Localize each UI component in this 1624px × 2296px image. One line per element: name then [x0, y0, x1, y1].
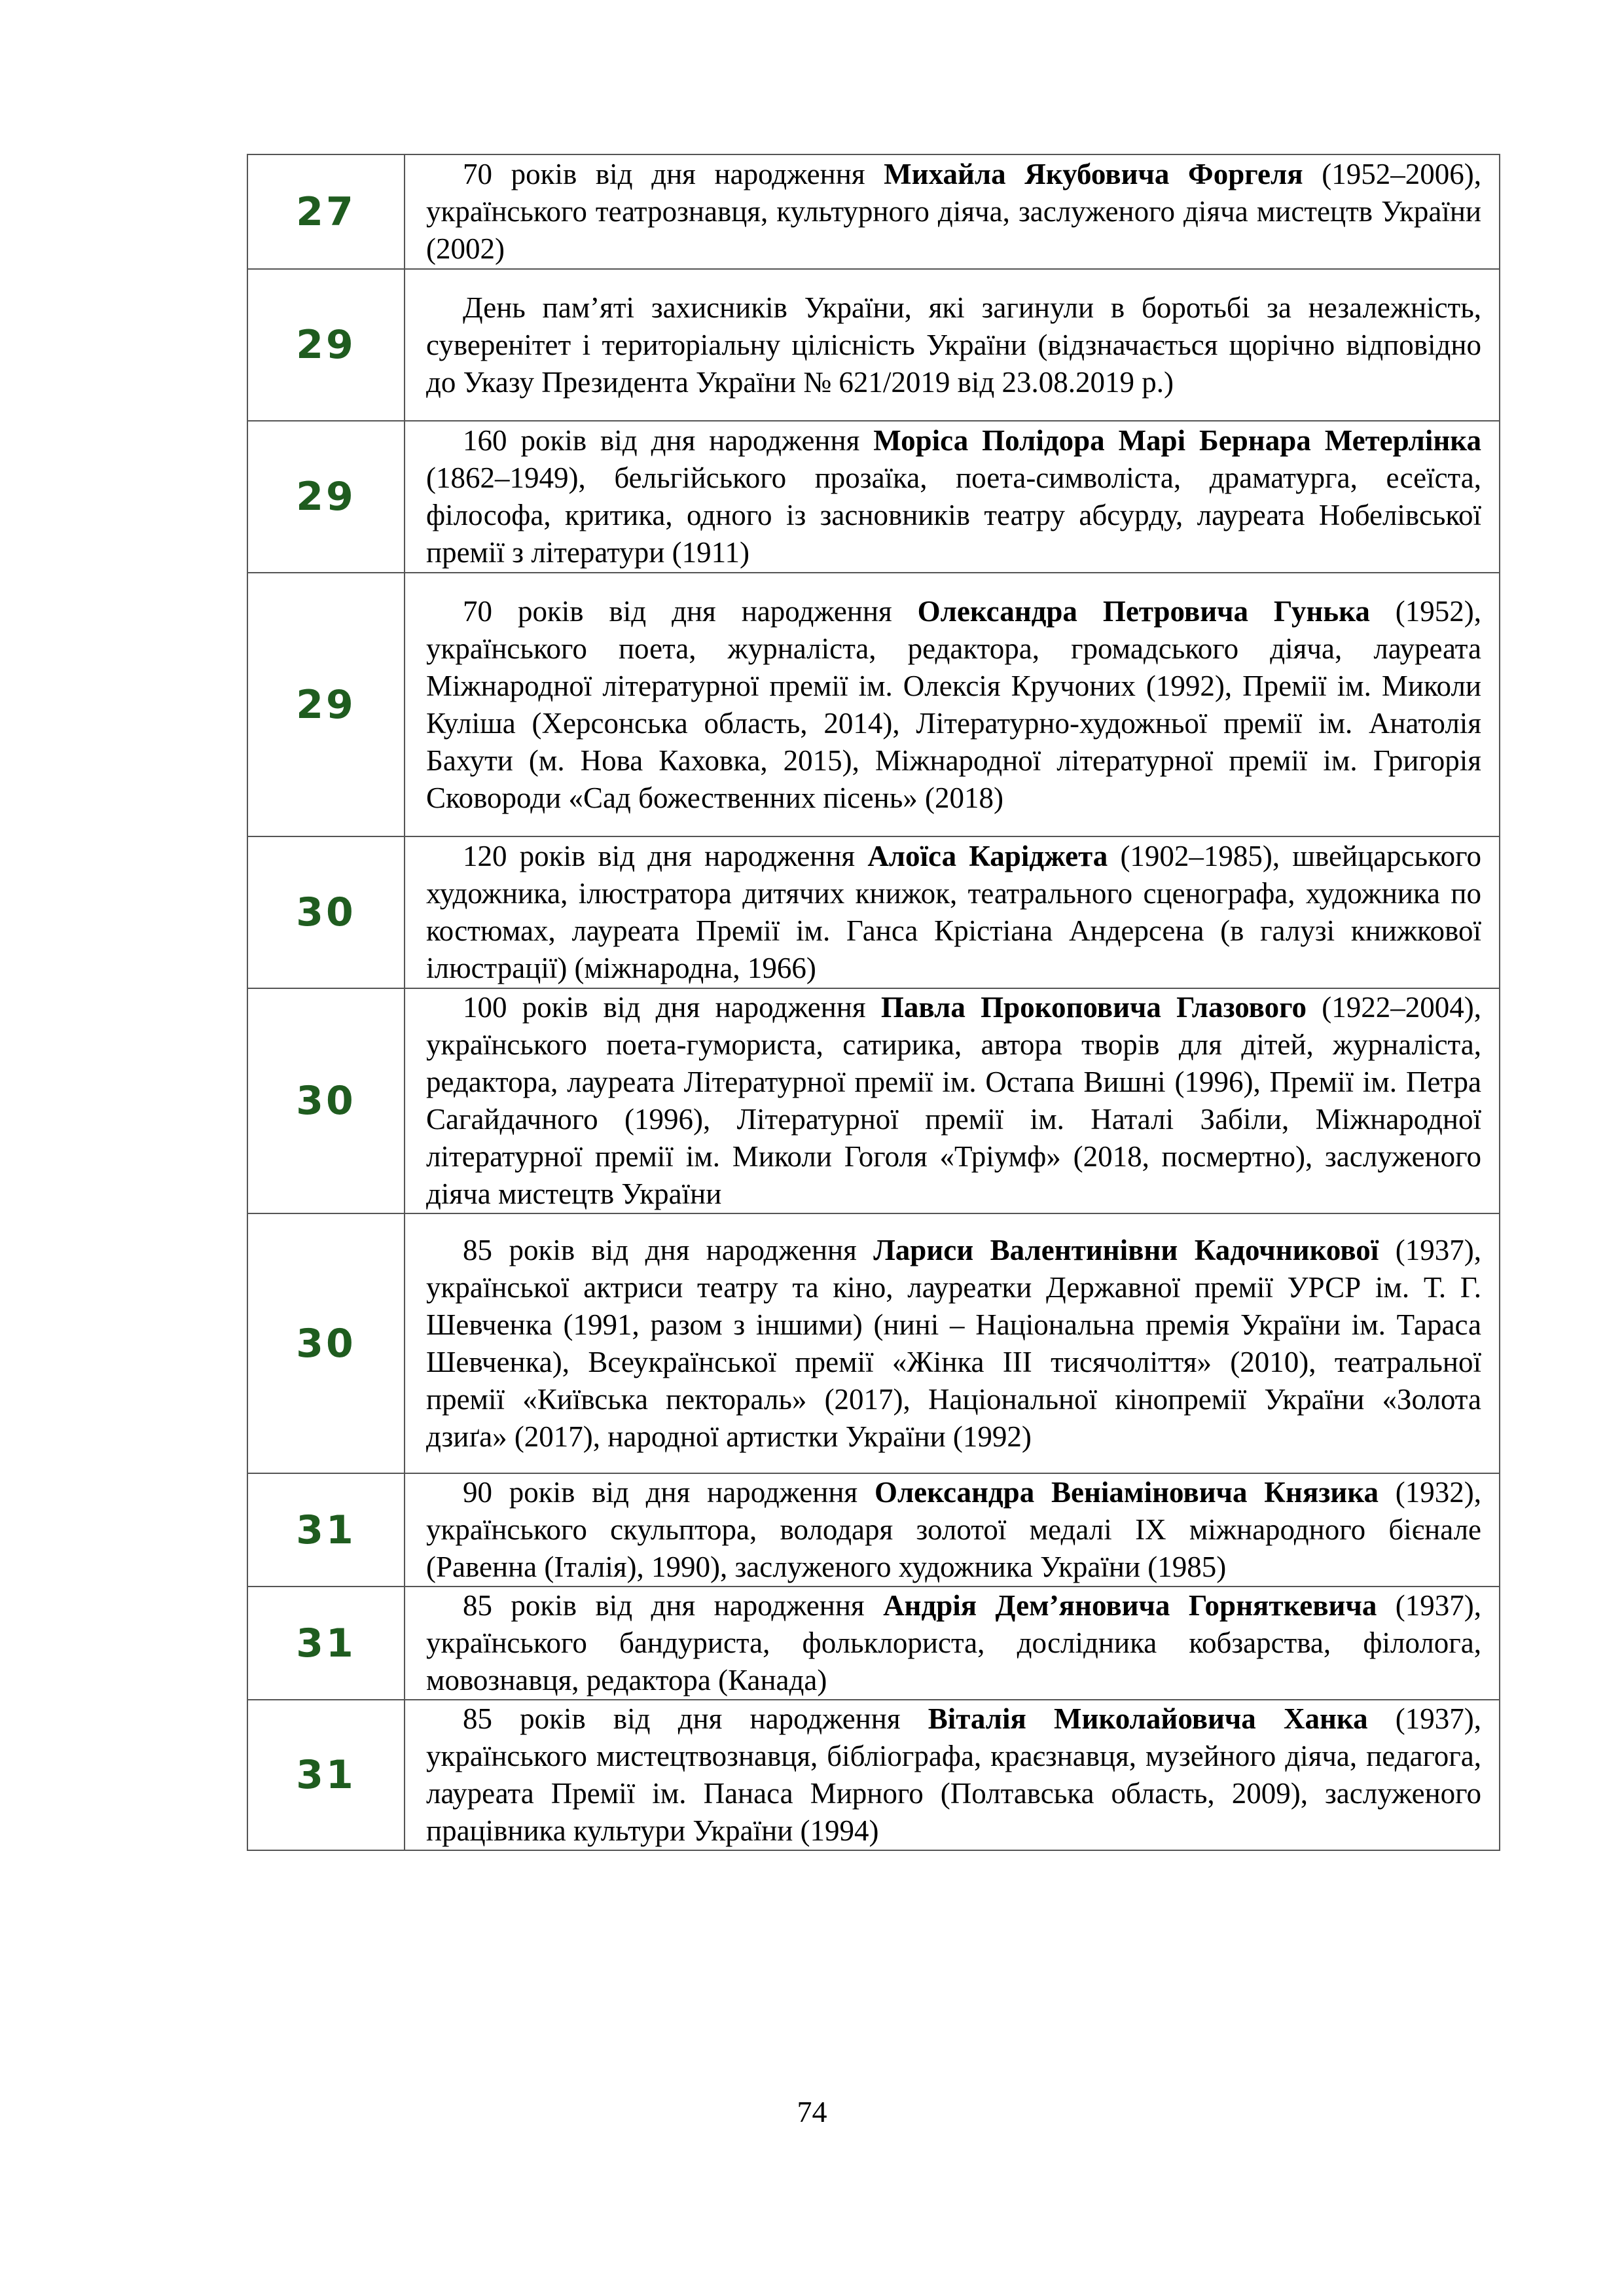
- description-lead: 90 років від дня народження: [463, 1476, 875, 1509]
- description-lead: 160 років від дня народження: [463, 424, 874, 457]
- description-text: [426, 838, 1481, 987]
- day-cell: 31: [247, 1700, 405, 1850]
- day-cell: 27: [247, 154, 405, 269]
- description-text: [426, 1700, 1481, 1850]
- anniversary-table: [247, 154, 1500, 1851]
- person-name: Лариси Валентинівни Кадочникової: [873, 1233, 1379, 1266]
- table-row: [247, 988, 1500, 1213]
- person-name: Павла Прокоповича Глазового: [880, 991, 1307, 1024]
- description-cell: [405, 1700, 1500, 1850]
- table-row: [247, 1473, 1500, 1587]
- description-text: [426, 1232, 1481, 1456]
- description-lead: 85 років від дня народження: [463, 1233, 874, 1266]
- description-rest: (1937), українського мистецтвознавця, бібліографа, краєзнавця, музейного діяча, педагога, лауреата Премії ім. Панаса Мирного (Полтавська область, 2009), заслуженого працівника культури України (1994): [426, 1702, 1481, 1847]
- table-row: [247, 1587, 1500, 1700]
- description-cell: [405, 1587, 1500, 1700]
- description-text: [426, 156, 1481, 268]
- table-row: [247, 1213, 1500, 1473]
- day-cell: 29: [247, 573, 405, 836]
- description-lead: 85 років від дня народження: [463, 1702, 928, 1735]
- person-name: Олександра Веніаміновича Князика: [874, 1476, 1379, 1509]
- person-name: Моріса Полідора Марі Бернара Метерлінка: [873, 424, 1481, 457]
- description-cell: [405, 1473, 1500, 1587]
- description-rest: (1952–2006), українського театрознавця, культурного діяча, заслуженого діяча мистецтв України (2002): [426, 158, 1481, 265]
- description-text: [426, 593, 1481, 817]
- table-row: [247, 573, 1500, 836]
- table-row: [247, 269, 1500, 421]
- description-text: [426, 1587, 1481, 1699]
- description-cell: [405, 421, 1500, 573]
- description-cell: [405, 1213, 1500, 1473]
- description-cell: [405, 573, 1500, 836]
- person-name: Андрія Дем’яновича Горняткевича: [883, 1589, 1377, 1622]
- description-rest: (1937), українського бандуриста, фольклориста, дослідника кобзарства, філолога, мовознавця, редактора (Канада): [426, 1589, 1481, 1696]
- description-rest: (1937), української актриси театру та кіно, лауреатки Державної премії УРСР ім. Т. Г. Шевченка (1991, разом з іншими) (нині – Національна премія України ім. Тараса Шевченка), Всеукраїнської премії «Жінка ІІІ тисячоліття» (2010), театральної премії «Київська пектораль» (2017), Національної кінопремії України «Золота дзиґа» (2017), народної артистки України (1992): [426, 1233, 1481, 1453]
- description-lead: 120 років від дня народження: [463, 840, 868, 872]
- day-cell: 29: [247, 269, 405, 421]
- description-rest: (1862–1949), бельгійського прозаїка, поета-символіста, драматурга, есеїста, філософа, критика, одного із засновників театру абсурду, лауреата Нобелівської премії з літератури (1911): [426, 461, 1481, 569]
- day-cell: 31: [247, 1473, 405, 1587]
- description-lead: 85 років від дня народження: [463, 1589, 884, 1622]
- description-text: [426, 289, 1481, 401]
- person-name: Михайла Якубовича Форгеля: [884, 158, 1303, 190]
- description-cell: [405, 154, 1500, 269]
- day-cell: 29: [247, 421, 405, 573]
- person-name: Віталія Миколайовича Ханка: [928, 1702, 1368, 1735]
- description-rest: (1902–1985), швейцарського художника, ілюстратора дитячих книжок, театрального сценографа, художника по костюмах, лауреата Премії ім. Ганса Крістіана Андерсена (в галузі книжкової ілюстрації) (міжнародна, 1966): [426, 840, 1481, 984]
- table-row: [247, 421, 1500, 573]
- day-cell: 30: [247, 988, 405, 1213]
- description-cell: [405, 988, 1500, 1213]
- person-name: Олександра Петровича Гунька: [917, 594, 1370, 628]
- description-cell: [405, 269, 1500, 421]
- description-rest: (1932), українського скульптора, володаря золотої медалі IX міжнародного бієнале (Равенна (Італія), 1990), заслуженого художника України (1985): [426, 1476, 1481, 1583]
- day-cell: 31: [247, 1587, 405, 1700]
- description-rest: (1952), українського поета, журналіста, редактора, громадського діяча, лауреата Міжнародної літературної премії ім. Олексія Кручоних (1992), Премії ім. Миколи Куліша (Херсонська область, 2014), Літературно-художньої премії ім. Анатолія Бахути (м. Нова Каховка, 2015), Міжнародної літературної премії ім. Григорія Сковороди «Сад божественних пісень» (2018): [426, 594, 1481, 814]
- page-number: 74: [797, 2095, 827, 2128]
- description-lead: 70 років від дня народження: [463, 594, 918, 628]
- description-lead: 70 років від дня народження: [463, 158, 884, 190]
- description-lead: 100 років від дня народження: [463, 991, 881, 1024]
- table-row: [247, 154, 1500, 269]
- description-lead: День пам’яті захисників України, які загинули в боротьбі за незалежність, суверенітет і територіальну цілісність України (відзначається щорічно відповідно до Указу Президента України № 621/2019 від 23.08.2019 р.): [426, 291, 1481, 399]
- description-text: [426, 989, 1481, 1213]
- table-row: [247, 836, 1500, 988]
- description-rest: (1922–2004), українського поета-гумориста, сатирика, автора творів для дітей, журналіста, редактора, лауреата Літературної премії ім. Остапа Вишні (1996), Премії ім. Петра Сагайдачного (1996), Літературної премії ім. Наталі Забіли, Міжнародної літературної премії ім. Миколи Гоголя «Тріумф» (2018, посмертно), заслуженого діяча мистецтв України: [426, 991, 1481, 1210]
- description-text: [426, 1474, 1481, 1586]
- day-cell: 30: [247, 836, 405, 988]
- table-row: [247, 1700, 1500, 1850]
- description-cell: [405, 836, 1500, 988]
- person-name: Алоїса Каріджета: [867, 840, 1108, 872]
- description-text: [426, 422, 1481, 571]
- day-cell: 30: [247, 1213, 405, 1473]
